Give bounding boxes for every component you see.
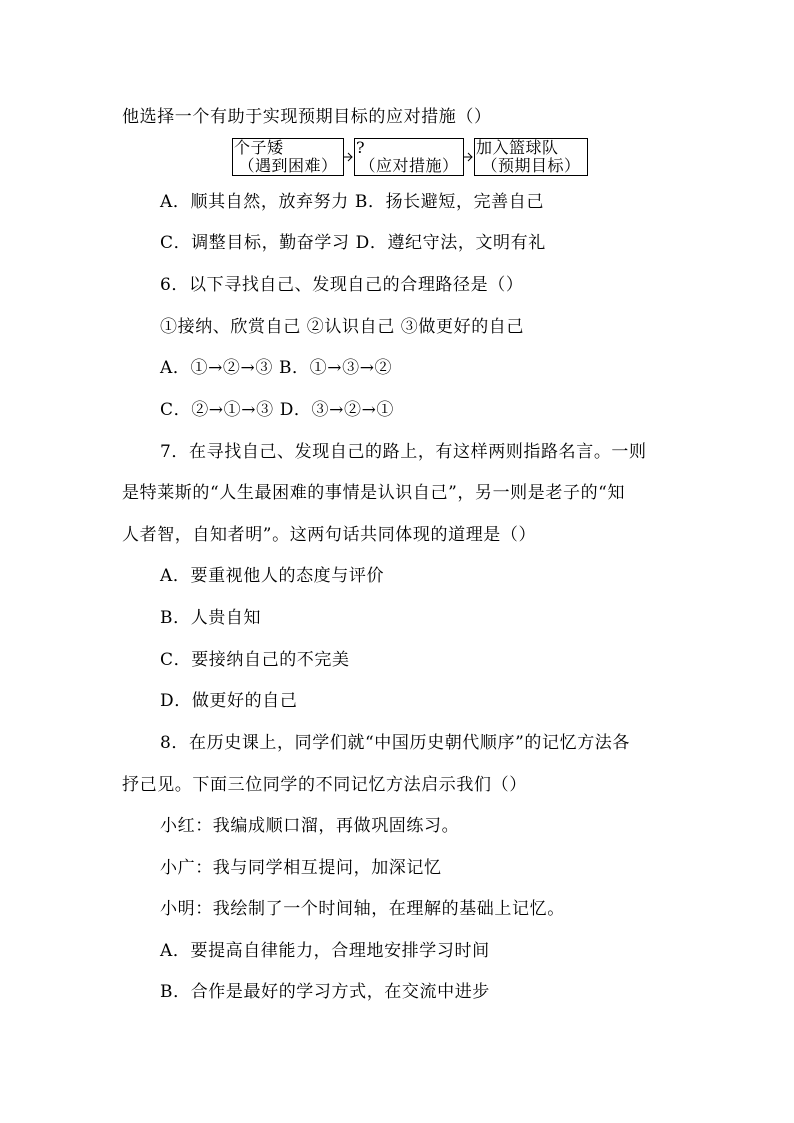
flow-diagram <box>232 138 592 178</box>
flow-box-measure-label: ? <box>356 138 366 157</box>
flow-arrow-icon <box>344 150 354 164</box>
question-6-items: ①接纳、欣赏自己 ②认识自己 ③做更好的自己 <box>160 317 525 337</box>
question-8-stem-line2: 抒己见。下面三位同学的不同记忆方法启示我们（） <box>122 775 527 795</box>
question-6-stem: 6．以下寻找自己、发现自己的合理路径是（） <box>160 275 524 295</box>
question-8-option-a: A．要提高自律能力，合理地安排学习时间 <box>160 941 490 961</box>
flow-box-goal-caption: （预期目标） <box>481 156 581 175</box>
flow-box-problem <box>232 138 344 176</box>
question-6-options-cd: C．②→①→③ D．③→②→① <box>160 400 395 420</box>
question-7-stem-line3: 人者智，自知者明”。这两句话共同体现的道理是（） <box>122 525 537 545</box>
flow-box-goal-label: 加入篮球队 <box>476 138 559 157</box>
question-5-options-ab: A．顺其自然，放弃努力 B．扬长避短，完善自己 <box>160 192 544 212</box>
flow-box-problem-caption: （遇到困难） <box>238 156 338 175</box>
question-5-stem: 他选择一个有助于实现预期目标的应对措施（） <box>122 107 492 127</box>
question-7-stem-line2: 是特莱斯的“人生最困难的事情是认识自己”，另一则是老子的“知 <box>122 483 626 503</box>
question-8-xiaoguang: 小广：我与同学相互提问，加深记忆 <box>160 858 442 878</box>
question-8-stem-line1: 8．在历史课上，同学们就“中国历史朝代顺序”的记忆方法各 <box>160 733 630 753</box>
flow-box-measure <box>354 138 464 176</box>
question-7-option-b: B．人贵自知 <box>160 608 262 628</box>
flow-arrow-icon <box>464 150 474 164</box>
question-7-option-a: A．要重视他人的态度与评价 <box>160 566 385 586</box>
flow-box-goal <box>474 138 588 176</box>
question-8-xiaohong: 小红：我编成顺口溜，再做巩固练习。 <box>160 816 460 836</box>
question-7-option-c: C．要接纳自己的不完美 <box>160 650 350 670</box>
flow-box-problem-label: 个子矮 <box>234 138 284 157</box>
question-8-option-b: B．合作是最好的学习方式，在交流中进步 <box>160 982 490 1002</box>
question-7-stem-line1: 7．在寻找自己、发现自己的路上，有这样两则指路名言。一则 <box>160 442 647 462</box>
flow-box-measure-caption: （应对措施） <box>359 156 459 175</box>
question-8-xiaoming: 小明：我绘制了一个时间轴，在理解的基础上记忆。 <box>160 899 565 919</box>
question-6-options-ab: A．①→②→③ B．①→③→② <box>160 358 393 378</box>
question-5-options-cd: C．调整目标，勤奋学习 D．遵纪守法，文明有礼 <box>160 233 546 253</box>
question-7-option-d: D．做更好的自己 <box>160 691 298 711</box>
